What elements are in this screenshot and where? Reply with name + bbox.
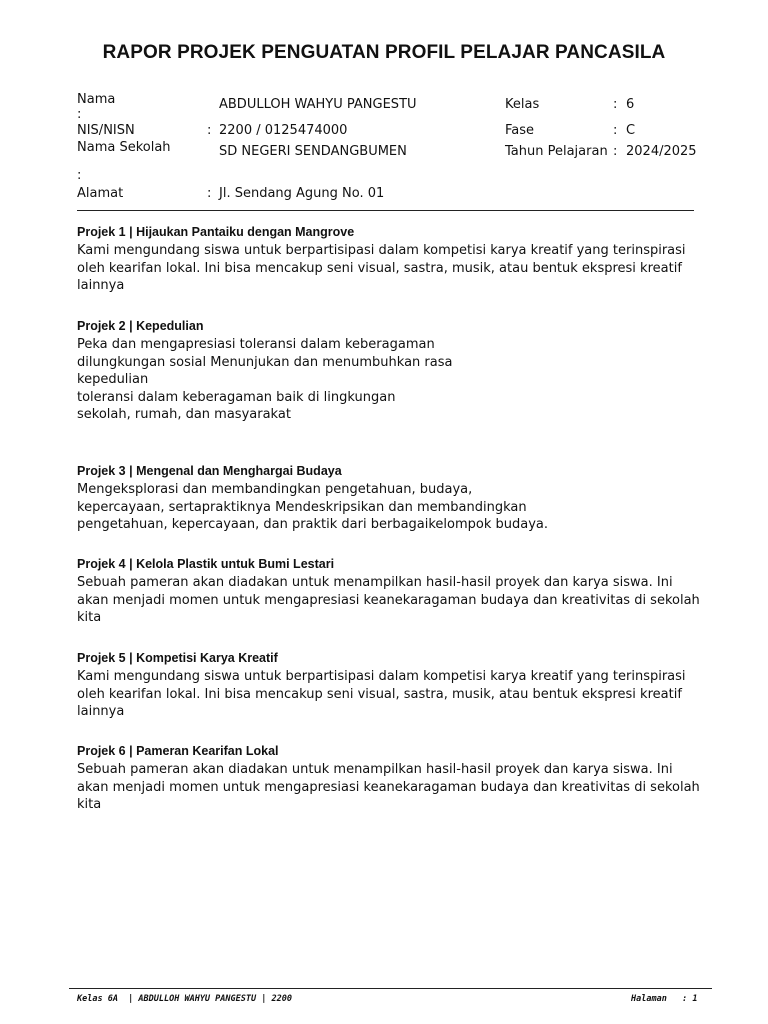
project-description-line: Kami mengundang siswa untuk berpartisipasi dalam kompetisi karya kreatif yang terinspirasi bbox=[77, 243, 686, 258]
tahun-value: 2024/2025 bbox=[626, 144, 697, 159]
nis-value: 2200 / 0125474000 bbox=[219, 123, 348, 138]
fase-label: Fase bbox=[505, 123, 535, 138]
project-description-line: toleransi dalam keberagaman baik di lingkungan bbox=[77, 389, 396, 405]
project-description-line: kepercayaan, sertapraktiknya Mendeskripsikan dan membandingkan bbox=[77, 499, 527, 515]
project-section bbox=[77, 463, 702, 534]
kelas-label: Kelas bbox=[505, 97, 540, 112]
sekolah-colon: : bbox=[77, 168, 82, 183]
project-title: Projek 4 | Kelola Plastik untuk Bumi Lestari bbox=[77, 557, 335, 571]
project-section bbox=[77, 556, 702, 627]
project-title: Projek 5 | Kompetisi Karya Kreatif bbox=[77, 651, 278, 665]
project-description-line: Sebuah pameran akan diadakan untuk menampilkan hasil-hasil proyek dan karya siswa. Ini bbox=[77, 575, 673, 590]
project-section bbox=[77, 650, 702, 721]
project-description-line: oleh kearifan lokal. Ini bisa mencakup seni visual, sastra, musik, atau bentuk ekspresi kreatif bbox=[77, 686, 682, 702]
project-description-line: sekolah, rumah, dan masyarakat bbox=[77, 407, 291, 422]
tahun-label: Tahun Pelajaran bbox=[505, 144, 608, 159]
alamat-colon: : bbox=[207, 186, 212, 201]
nama-label: Nama bbox=[77, 92, 116, 107]
project-description-line: dilungkungan sosial Menunjukan dan menumbuhkan rasa bbox=[77, 354, 453, 370]
kelas-colon: : bbox=[613, 97, 618, 112]
project-description-line: Kami mengundang siswa untuk berpartisipasi dalam kompetisi karya kreatif yang terinspirasi bbox=[77, 669, 686, 684]
page-title: RAPOR PROJEK PENGUATAN PROFIL PELAJAR PANCASILA bbox=[102, 42, 666, 63]
alamat-label: Alamat bbox=[77, 186, 124, 201]
project-description-line: lainnya bbox=[77, 278, 125, 293]
footer-student-info: Kelas 6A | ABDULLOH WAHYU PANGESTU | 2200 bbox=[77, 994, 292, 1004]
tahun-colon: : bbox=[613, 144, 618, 159]
project-section bbox=[77, 318, 702, 424]
project-title: Projek 6 | Pameran Kearifan Lokal bbox=[77, 744, 279, 758]
project-description-line: kita bbox=[77, 797, 102, 812]
fase-value: C bbox=[626, 123, 636, 138]
project-description-line: kepedulian bbox=[77, 372, 149, 387]
sekolah-value: SD NEGERI SENDANGBUMEN bbox=[219, 144, 407, 159]
project-section bbox=[77, 224, 702, 295]
nama-value: ABDULLOH WAHYU PANGESTU bbox=[219, 97, 417, 112]
project-title: Projek 1 | Hijaukan Pantaiku dengan Mangrove bbox=[77, 225, 355, 239]
project-description-line: oleh kearifan lokal. Ini bisa mencakup seni visual, sastra, musik, atau bentuk ekspresi kreatif bbox=[77, 260, 682, 276]
project-description-line: lainnya bbox=[77, 704, 125, 719]
sekolah-label: Nama Sekolah bbox=[77, 140, 171, 155]
nis-colon: : bbox=[207, 123, 212, 138]
project-description-line: Peka dan mengapresiasi toleransi dalam keberagaman bbox=[77, 337, 435, 352]
project-description-line: akan menjadi momen untuk mengapresiasi keanekaragaman budaya dan kreativitas di sekolah bbox=[77, 779, 700, 795]
project-title: Projek 2 | Kepedulian bbox=[77, 319, 204, 333]
project-description-line: Mengeksplorasi dan membandingkan pengetahuan, budaya, bbox=[77, 482, 473, 497]
project-description-line: Sebuah pameran akan diadakan untuk menampilkan hasil-hasil proyek dan karya siswa. Ini bbox=[77, 762, 673, 777]
footer-page-number: Halaman : 1 bbox=[631, 994, 698, 1004]
kelas-value: 6 bbox=[626, 97, 635, 112]
project-description-line: akan menjadi momen untuk mengapresiasi keanekaragaman budaya dan kreativitas di sekolah bbox=[77, 592, 700, 608]
header-divider bbox=[77, 210, 694, 211]
nis-label: NIS/NISN bbox=[77, 123, 135, 138]
fase-colon: : bbox=[613, 123, 618, 138]
footer-divider bbox=[69, 988, 712, 989]
project-description-line: pengetahuan, kepercayaan, dan praktik dari berbagaikelompok budaya. bbox=[77, 517, 549, 532]
alamat-value: Jl. Sendang Agung No. 01 bbox=[219, 186, 385, 201]
project-description-line: kita bbox=[77, 610, 102, 625]
nama-colon: : bbox=[77, 107, 82, 122]
project-section bbox=[77, 743, 702, 814]
project-title: Projek 3 | Mengenal dan Menghargai Budaya bbox=[77, 464, 342, 478]
